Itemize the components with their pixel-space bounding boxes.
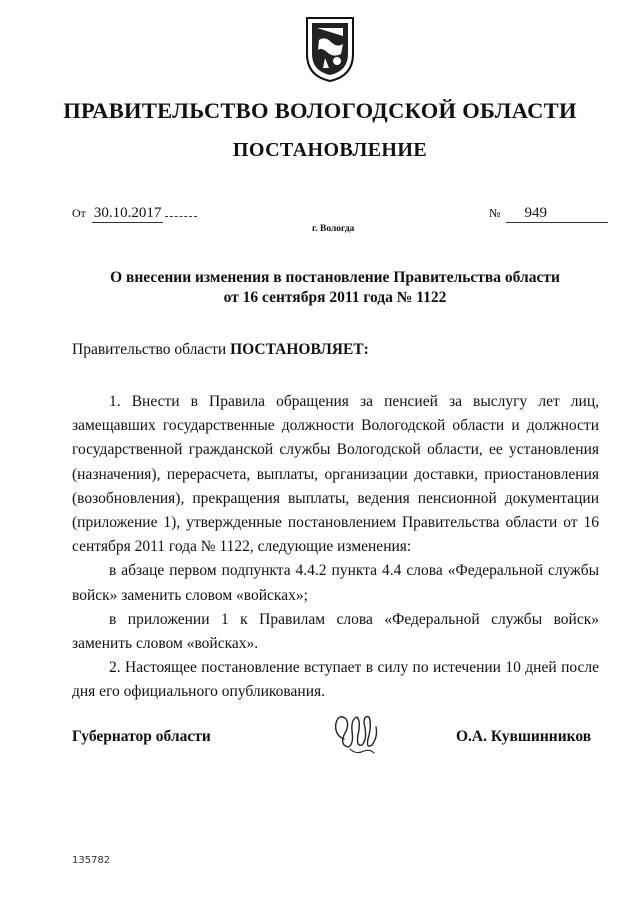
subject-line-1: О внесении изменения в постановление Правительства области: [110, 269, 560, 286]
preamble-emphasis: ПОСТАНОВЛЯЕТ:: [230, 341, 369, 358]
preamble-text: Правительство области: [72, 341, 231, 358]
document-body: [72, 390, 599, 705]
paragraph-4: 2. Настоящее постановление вступает в силу по истечении 10 дней после дня его официального опубликования.: [72, 659, 599, 701]
signatory-name: О.А. Кувшинников: [456, 728, 592, 745]
date-underline: [165, 216, 197, 217]
number-value: 949: [506, 205, 608, 223]
organization-title: ПРАВИТЕЛЬСТВО ВОЛОГОДСКОЙ ОБЛАСТИ: [63, 98, 577, 123]
document-number: [489, 205, 608, 223]
paragraph-3: в приложении 1 к Правилам слова «Федеральной службы войск» заменить словом «войсках».: [72, 610, 599, 653]
subject-line-2: от 16 сентября 2011 года № 1122: [223, 289, 447, 306]
document-type: ПОСТАНОВЛЕНИЕ: [232, 139, 428, 161]
preamble: [72, 341, 369, 359]
handwritten-signature: [330, 705, 382, 761]
number-prefix: №: [489, 206, 501, 220]
document-subject: [0, 268, 640, 308]
document-date: [72, 205, 197, 223]
signatory-role: Губернатор области: [72, 728, 211, 745]
date-value: 30.10.2017: [93, 205, 162, 221]
date-prefix: От: [72, 206, 86, 220]
city-name: г. Вологда: [312, 224, 355, 234]
paragraph-1: 1. Внести в Правила обращения за пенсией за выслугу лет лиц, замещавших государственные должности Вологодской области и должности государственной гражданской службы Вологодской области, ее установления (назначения), перерасчета, выплаты, организации доставки, приостановления (возобновления), прекращения выплаты, ведения пенсионной документации (приложение 1), утвержденные постановлением Правительства области от 16 сентября 2011 года № 1122, следующие изменения:: [72, 393, 599, 556]
paragraph-2: в абзаце первом подпункта 4.4.2 пункта 4.4 слова «Федеральной службы войск» заменить словом «войсках»;: [72, 562, 599, 604]
vologda-coat-of-arms-icon: [303, 14, 357, 84]
registration-number: 135782: [72, 855, 111, 866]
